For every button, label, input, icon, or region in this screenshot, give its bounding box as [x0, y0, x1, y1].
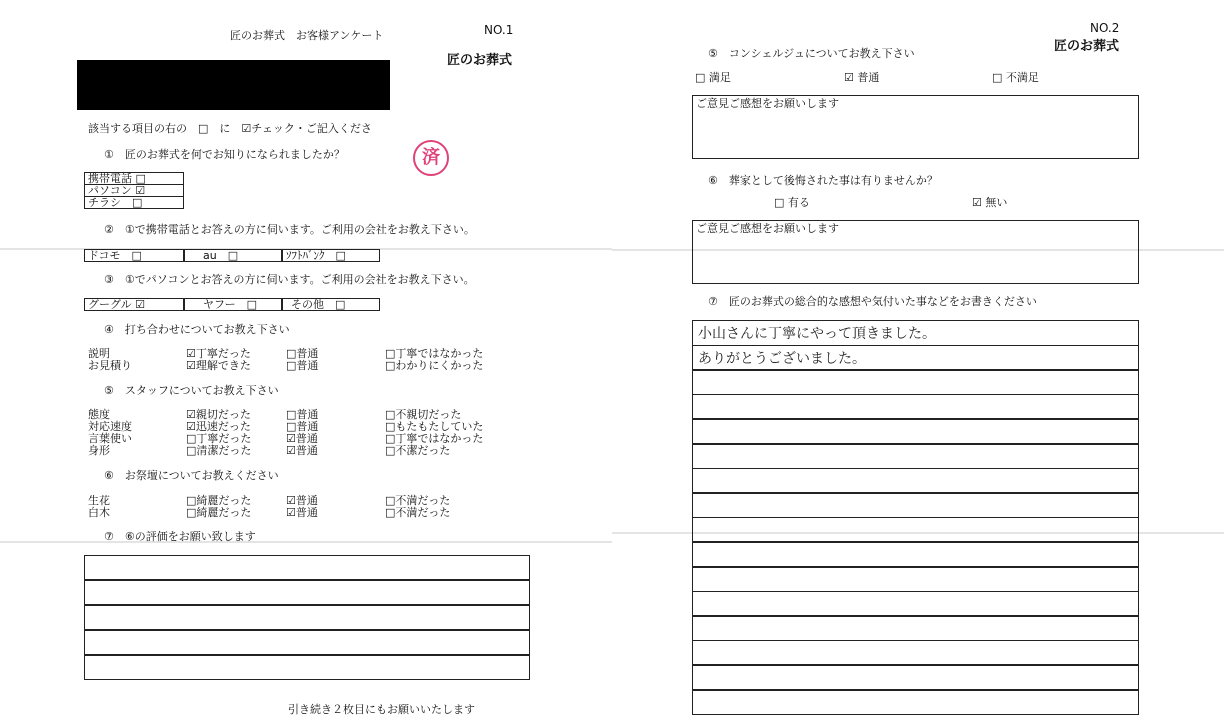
- q7-title: ⑦ 匠のお葬式の総合的な感想や気付いた事などをお書きください: [708, 295, 1037, 308]
- q5-row-option-c[interactable]: □不親切だった: [385, 408, 462, 421]
- handwritten-line: ありがとうございました。: [698, 351, 866, 367]
- q5-row-option-a[interactable]: ☑迅速だった: [186, 420, 251, 433]
- q6-row-option-b[interactable]: ☑普通: [286, 494, 318, 507]
- q6-row-option-c[interactable]: □不満だった: [385, 494, 451, 507]
- q1-option-pc[interactable]: パソコン ☑: [84, 184, 184, 197]
- q6-row-option-a[interactable]: □綺麗だった: [186, 494, 252, 507]
- survey-page-2: [612, 0, 1224, 727]
- ruled-line: [84, 629, 530, 631]
- q5-title: ⑤ コンシェルジュについてお教え下さい: [708, 47, 915, 60]
- ruled-line: [692, 468, 1139, 470]
- ruled-line: [84, 604, 530, 606]
- q5-option-satisfied[interactable]: □ 満足: [695, 71, 731, 84]
- page-number: NO.2: [1090, 21, 1120, 35]
- ruled-line: [692, 369, 1139, 371]
- fold-line: [0, 541, 612, 543]
- q6-comment-label: ご意見ご感想をお願いします: [696, 222, 839, 235]
- ruled-line: [692, 591, 1139, 593]
- ruled-line: [692, 640, 1139, 642]
- q2-title: ② ①で携帯電話とお答えの方に伺います。ご利用の会社をお教え下さい。: [104, 223, 475, 236]
- q4-row-label: 説明: [88, 347, 110, 360]
- q6-row-option-c[interactable]: □不満だった: [385, 506, 451, 519]
- q5-row-option-c[interactable]: □丁寧ではなかった: [385, 432, 484, 445]
- q5-row-option-b[interactable]: ☑普通: [286, 432, 318, 445]
- page-number: NO.1: [484, 23, 514, 37]
- brand-title: 匠のお葬式: [447, 53, 513, 68]
- q5-row-option-a[interactable]: □丁寧だった: [186, 432, 252, 445]
- q1-option-flyer[interactable]: チラシ □: [84, 196, 184, 209]
- q7-answer-box[interactable]: [84, 555, 530, 680]
- q5-row-label: 言葉使い: [88, 432, 132, 445]
- ruled-line: [692, 541, 1139, 543]
- q4-row-option-c[interactable]: □わかりにくかった: [385, 359, 484, 372]
- q4-row-option-a[interactable]: ☑丁寧だった: [186, 347, 251, 360]
- ruled-line: [692, 492, 1139, 494]
- ruled-line: [692, 689, 1139, 691]
- ruled-line: [692, 345, 1139, 347]
- ruled-line: [692, 517, 1139, 519]
- q5-row-option-b[interactable]: ☑普通: [286, 444, 318, 457]
- q7-title: ⑦ ⑥の評価をお願い致します: [104, 530, 256, 543]
- q3-option-other[interactable]: その他 □: [282, 298, 380, 311]
- q5-row-label: 身形: [88, 444, 110, 457]
- q5-title: ⑤ スタッフについてお教え下さい: [104, 384, 279, 397]
- q4-row-option-b[interactable]: □普通: [286, 347, 319, 360]
- brand-title: 匠のお葬式: [1054, 39, 1120, 54]
- q6-row-label: 白木: [88, 506, 110, 519]
- done-stamp: 済: [413, 140, 449, 176]
- q1-title: ① 匠のお葬式を何でお知りになられましたか？: [104, 148, 345, 161]
- q6-row-label: 生花: [88, 494, 110, 507]
- q6-option-yes[interactable]: □ 有る: [774, 196, 810, 209]
- ruled-line: [692, 418, 1139, 420]
- q5-row-option-b[interactable]: □普通: [286, 420, 319, 433]
- q2-option-au[interactable]: au □: [184, 249, 282, 262]
- q5-row-option-b[interactable]: □普通: [286, 408, 319, 421]
- ruled-line: [692, 566, 1139, 568]
- q4-row-option-b[interactable]: □普通: [286, 359, 319, 372]
- ruled-line: [692, 664, 1139, 666]
- q2-option-docomo[interactable]: ドコモ □: [84, 249, 184, 262]
- q6-title: ⑥ 葬家として後悔された事は有りませんか？: [708, 174, 938, 187]
- survey-header: 匠のお葬式 お客様アンケート: [230, 29, 384, 42]
- q4-row-option-a[interactable]: ☑理解できた: [186, 359, 251, 372]
- q5-row-label: 対応速度: [88, 420, 132, 433]
- footer-note: 引き続き２枚目にもお願いいたします: [288, 703, 475, 716]
- q4-row-label: お見積り: [88, 359, 132, 372]
- q5-row-option-c[interactable]: □不潔だった: [385, 444, 451, 457]
- q5-comment-label: ご意見ご感想をお願いします: [696, 97, 839, 110]
- q4-title: ④ 打ち合わせについてお教え下さい: [104, 323, 290, 336]
- instruction-text: 該当する項目の右の □ に ☑チェック・ご記入くださ: [88, 122, 372, 135]
- q3-option-google[interactable]: グーグル ☑: [84, 298, 184, 311]
- q5-row-label: 態度: [88, 408, 110, 421]
- ruled-line: [692, 615, 1139, 617]
- q5-row-option-a[interactable]: □清潔だった: [186, 444, 252, 457]
- handwritten-line: 小山さんに丁寧にやって頂きました。: [698, 326, 936, 342]
- q5-option-dissatisfied[interactable]: □ 不満足: [992, 71, 1039, 84]
- q2-option-softbank[interactable]: ｿﾌﾄﾊﾞﾝｸ □: [282, 249, 380, 262]
- q6-title: ⑥ お祭壇についてお教えください: [104, 469, 279, 482]
- q1-option-mobile[interactable]: 携帯電話 □: [84, 172, 184, 185]
- q5-row-option-a[interactable]: ☑親切だった: [186, 408, 251, 421]
- ruled-line: [692, 443, 1139, 445]
- q3-option-yahoo[interactable]: ヤフー □: [184, 298, 282, 311]
- q3-title: ③ ①でパソコンとお答えの方に伺います。ご利用の会社をお教え下さい。: [104, 273, 475, 286]
- q5-row-option-c[interactable]: □もたもたしていた: [385, 420, 484, 433]
- ruled-line: [692, 394, 1139, 396]
- ruled-line: [84, 654, 530, 656]
- q4-row-option-c[interactable]: □丁寧ではなかった: [385, 347, 484, 360]
- q6-option-no[interactable]: ☑ 無い: [972, 196, 1008, 209]
- q6-row-option-b[interactable]: ☑普通: [286, 506, 318, 519]
- q6-row-option-a[interactable]: □綺麗だった: [186, 506, 252, 519]
- ruled-line: [84, 579, 530, 581]
- q5-option-normal[interactable]: ☑ 普通: [844, 71, 880, 84]
- redacted-name-block: [77, 60, 390, 110]
